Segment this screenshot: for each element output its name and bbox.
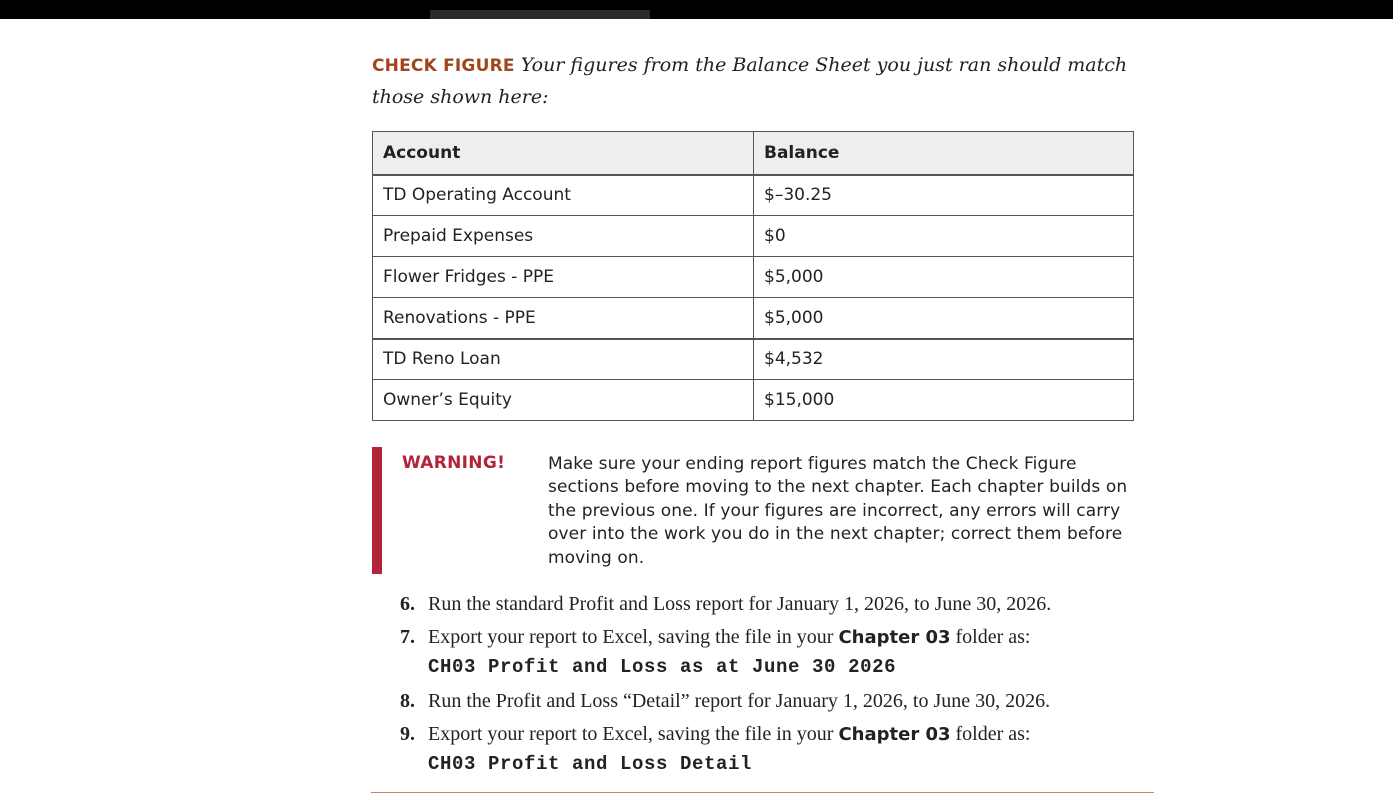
bottom-divider [371,792,1154,793]
top-bar [0,0,1393,19]
warning-title: WARNING! [402,453,506,473]
table-header-row [373,132,1134,175]
account-cell: TD Operating Account [373,175,754,216]
balance-cell: $–30.25 [754,175,1134,216]
folder-name: Chapter 03 [838,724,951,745]
list-item [400,720,1160,779]
header-balance: Balance [754,132,1134,175]
step-number: 7. [400,626,415,648]
step-text: folder as: [950,626,1031,648]
table-row [373,339,1134,380]
check-figure-paragraph [372,50,1132,113]
warning-callout [372,447,1134,574]
list-item [400,590,1160,618]
table-row [373,298,1134,339]
balance-cell: $0 [754,216,1134,257]
export-filename: CH03 Profit and Loss as at June 30 2026 [428,656,897,678]
step-number: 6. [400,593,415,615]
step-text: Export your report to Excel, saving the file in your [428,626,839,648]
account-cell: TD Reno Loan [373,339,754,380]
step-number: 9. [400,723,415,745]
check-figure-label: CHECK FIGURE [372,56,515,76]
warning-accent-bar [372,447,382,574]
list-item [400,687,1160,715]
table-row [373,175,1134,216]
list-item [400,623,1160,682]
export-filename: CH03 Profit and Loss Detail [428,753,753,775]
warning-text: Make sure your ending report figures match the Check Figure sections before moving to the next chapter. Each chapter builds on the previous one. If your figures are incorrect, any errors will carry over into the work you do in the next chapter; correct them before moving on. [548,454,1128,568]
step-text: folder as: [950,723,1031,745]
balance-cell: $5,000 [754,298,1134,339]
balance-sheet-table [372,131,1134,421]
balance-cell: $4,532 [754,339,1134,380]
steps-list [400,590,1160,784]
account-cell: Renovations - PPE [373,298,754,339]
header-account: Account [373,132,754,175]
table-row [373,216,1134,257]
balance-cell: $15,000 [754,380,1134,421]
folder-name: Chapter 03 [838,627,951,648]
cut-off-heading [430,10,650,19]
account-cell: Owner’s Equity [373,380,754,421]
account-cell: Flower Fridges - PPE [373,257,754,298]
table-row [373,380,1134,421]
step-number: 8. [400,690,415,712]
table-row [373,257,1134,298]
account-cell: Prepaid Expenses [373,216,754,257]
check-figure-text: Your figures from the Balance Sheet you just ran should match those shown here: [372,54,1128,108]
step-text: Export your report to Excel, saving the file in your [428,723,839,745]
balance-cell: $5,000 [754,257,1134,298]
step-text: Run the Profit and Loss “Detail” report for January 1, 2026, to June 30, 2026. [428,690,1051,712]
step-text: Run the standard Profit and Loss report for January 1, 2026, to June 30, 2026. [428,593,1052,615]
